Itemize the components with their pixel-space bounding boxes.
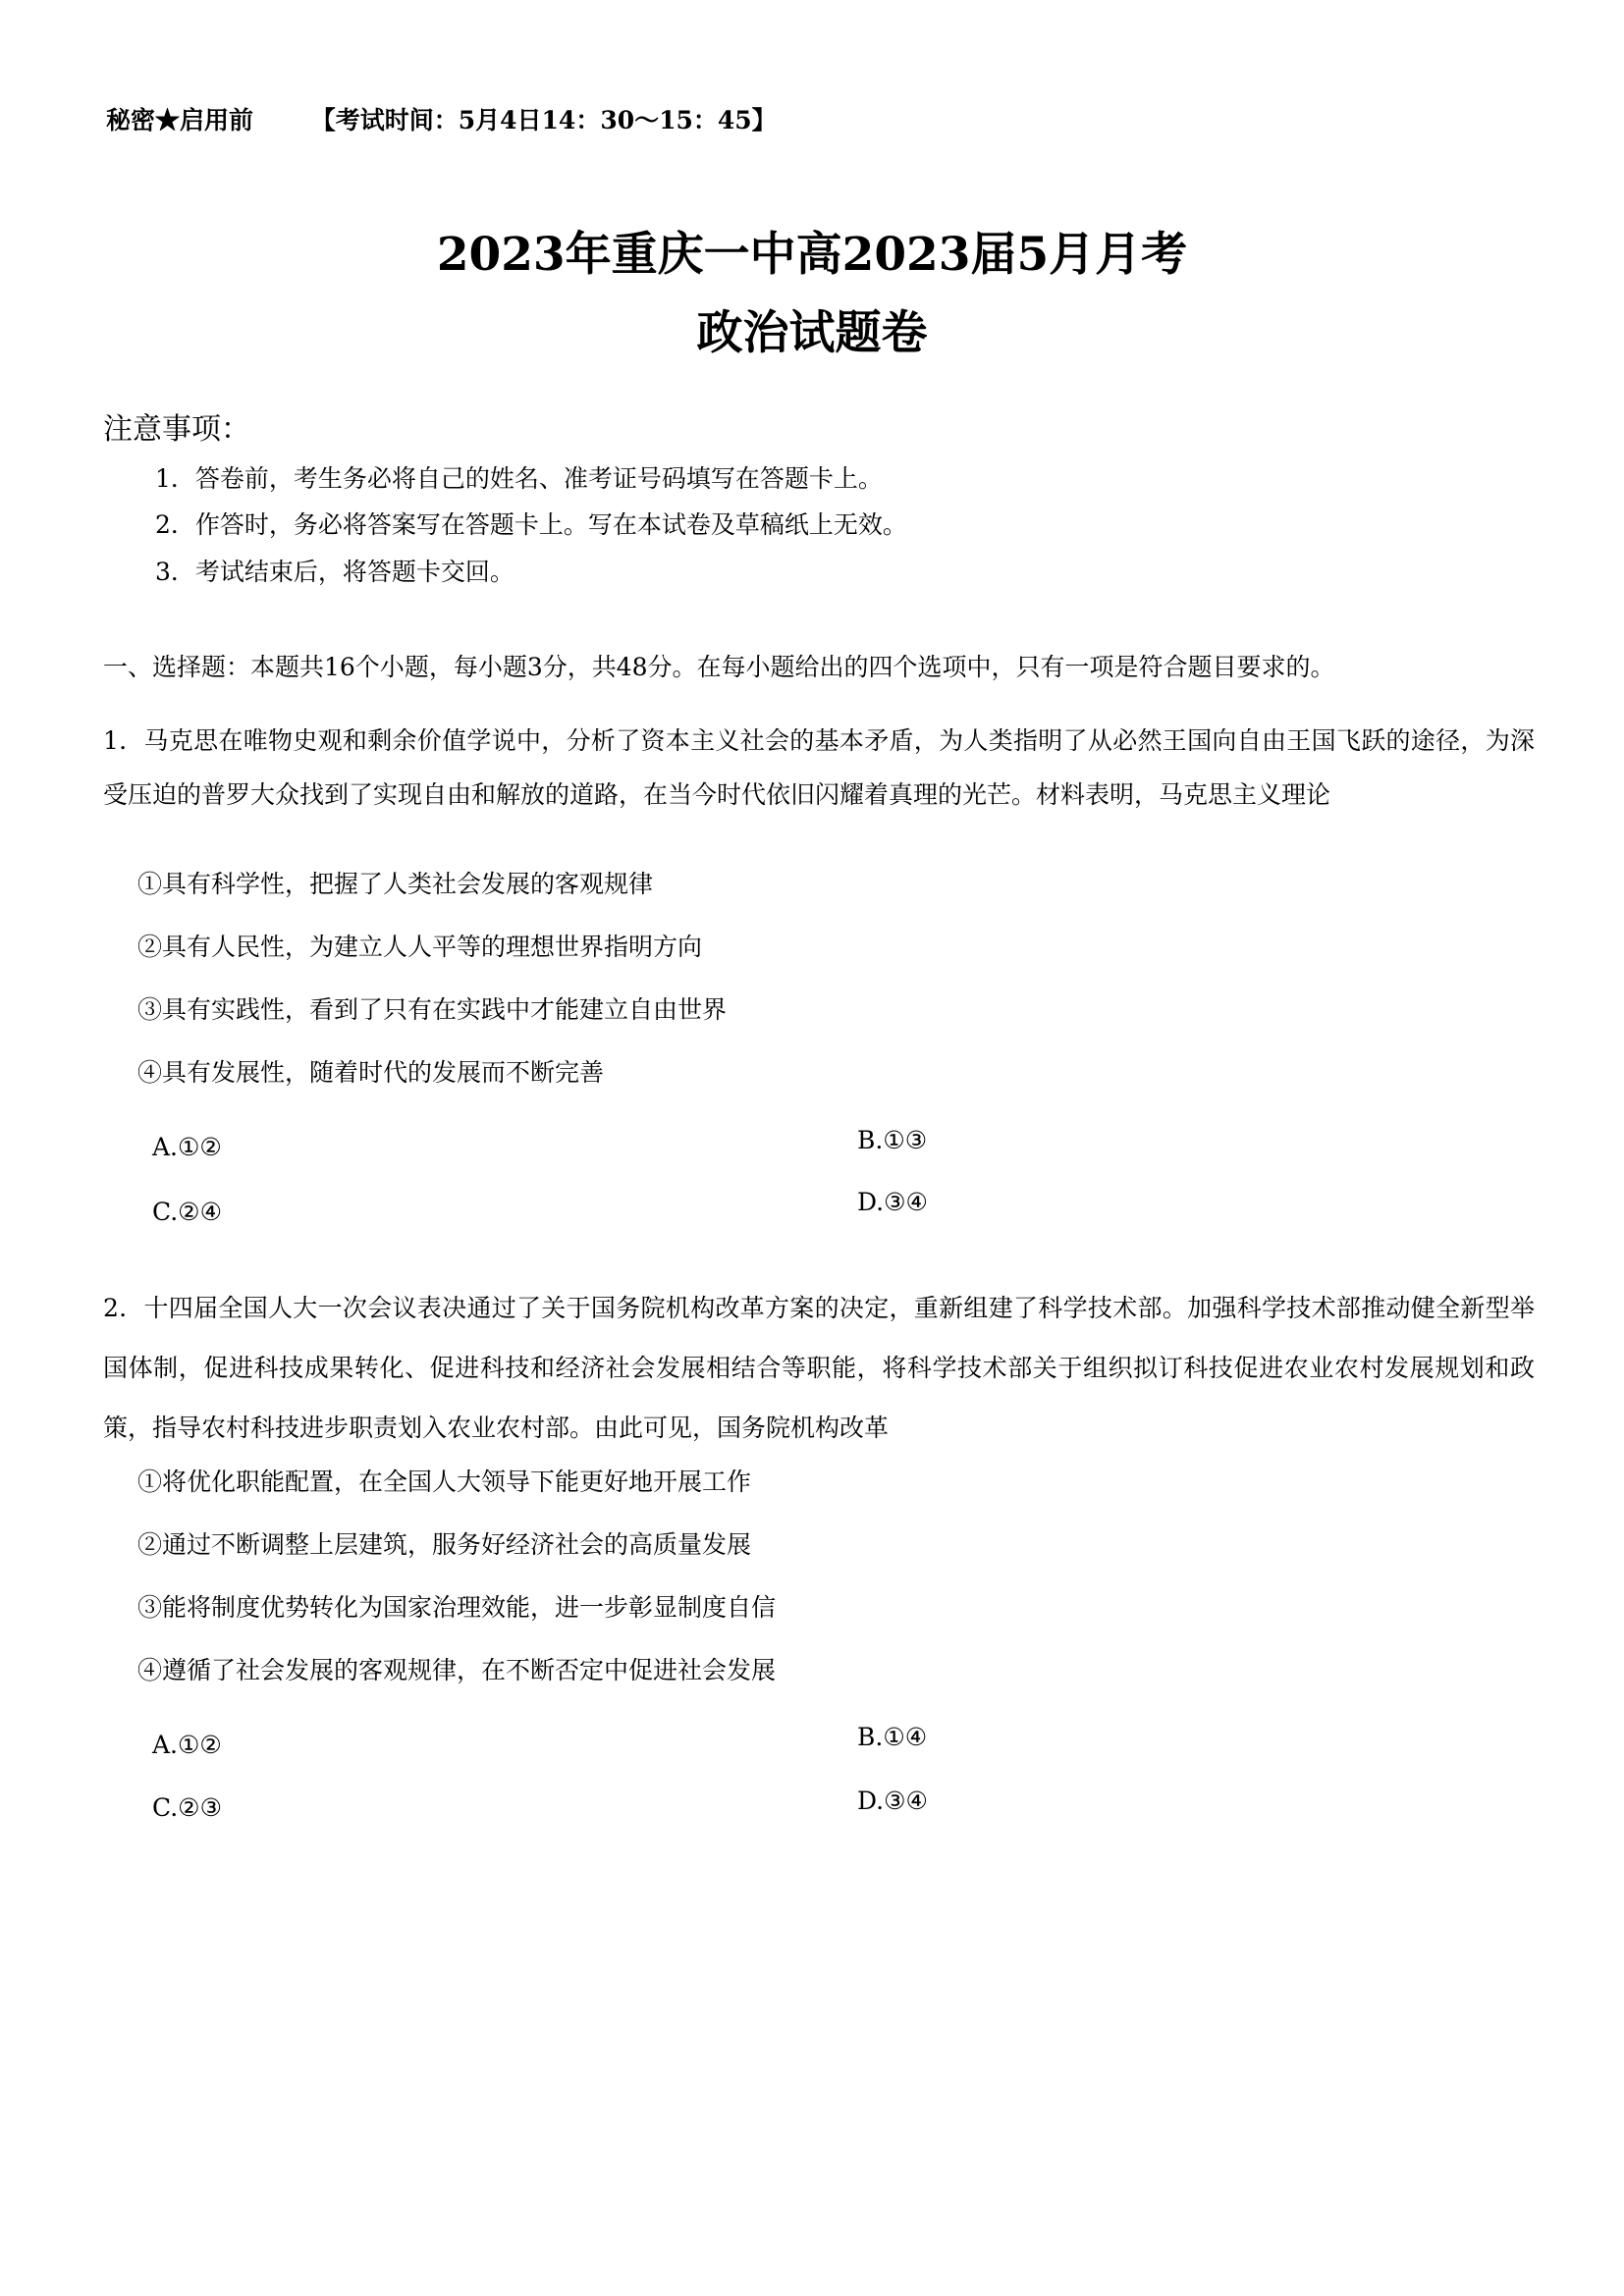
notice-item: 2．作答时，务必将答案写在答题卡上。写在本试卷及草稿纸上无效。: [155, 510, 907, 539]
question-1-statement-2: ②具有人民性，为建立人人平等的理想世界指明方向: [137, 933, 703, 961]
question-1-option-d: D.③④: [857, 1188, 928, 1216]
question-1-statement-3: ③具有实践性，看到了只有在实践中才能建立自由世界: [137, 995, 728, 1024]
question-1-option-c: C.②④: [152, 1198, 223, 1226]
question-1-statement-4: ④具有发展性，随着时代的发展而不断完善: [137, 1058, 605, 1087]
question-1-statement-1: ①具有科学性，把握了人类社会发展的客观规律: [137, 870, 654, 898]
question-1-stem: 1．马克思在唯物史观和剩余价值学说中，分析了资本主义社会的基本矛盾，为人类指明了从必然王国向自由王国飞跃的途径，为深受压迫的普罗大众找到了实现自由和解放的道路，在当今时代依旧闪耀着真理的光芒。材料表明，马克思主义理论: [103, 726, 1535, 809]
question-1-option-a: A.①②: [152, 1133, 222, 1161]
notice-item: 1．答卷前，考生务必将自己的姓名、准考证号码填写在答题卡上。: [155, 464, 883, 493]
question-2-option-c: C.②③: [152, 1793, 223, 1822]
header-line: [106, 101, 777, 136]
question-2-option-b: B.①④: [857, 1723, 928, 1751]
exam-time: 【考试时间：5月4日14：30～15：45】: [310, 106, 777, 134]
question-2-statement-1: ①将优化职能配置，在全国人大领导下能更好地开展工作: [137, 1468, 752, 1496]
question-2-option-d: D.③④: [857, 1787, 928, 1815]
question-2-statement-2: ②通过不断调整上层建筑，服务好经济社会的高质量发展: [137, 1530, 752, 1559]
section-heading: 一、选择题：本题共16个小题，每小题3分，共48分。在每小题给出的四个选项中，只有一项是符合题目要求的。: [103, 653, 1335, 681]
notice-item: 3．考试结束后，将答题卡交回。: [155, 558, 514, 586]
page-subtitle: 政治试题卷: [696, 306, 928, 360]
question-1-option-b: B.①③: [857, 1126, 928, 1154]
question-2-stem: 2．十四届全国人大一次会议表决通过了关于国务院机构改革方案的决定，重新组建了科学技术部。加强科学技术部推动健全新型举国体制，促进科技成果转化、促进科技和经济社会发展相结合等职能，将科学技术部关于组织拟订科技促进农业农村发展规划和政策，指导农村科技进步职责划入农业农村部。由此可见，国务院机构改革: [103, 1294, 1535, 1442]
question-2-statement-3: ③能将制度优势转化为国家治理效能，进一步彰显制度自信: [137, 1593, 777, 1622]
page-title: 2023年重庆一中高2023届5月月考: [436, 228, 1188, 282]
confidential-label: 秘密★启用前: [106, 106, 254, 134]
question-2-option-a: A.①②: [152, 1731, 222, 1759]
notice-heading: 注意事项：: [103, 412, 250, 447]
question-2-statement-4: ④遵循了社会发展的客观规律，在不断否定中促进社会发展: [137, 1656, 777, 1684]
